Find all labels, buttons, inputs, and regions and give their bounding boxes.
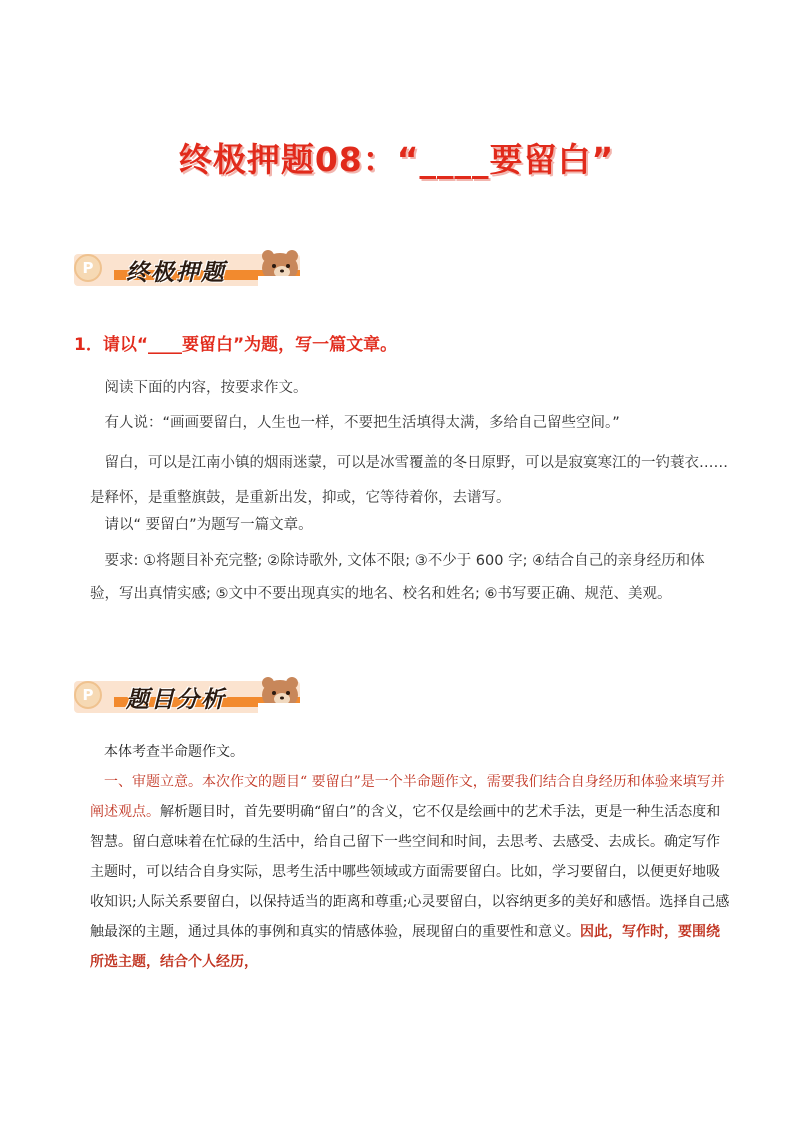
coin-p-icon: P <box>74 254 102 282</box>
prompt-task: 请以“ 要留白”为题写一篇文章。 <box>104 517 313 533</box>
bear-mascot-icon <box>258 673 304 713</box>
analysis-red-tail: 因此，写作时，要围绕所选主题，结合个人经历， <box>90 924 720 970</box>
prompt-passage: 留白，可以是江南小镇的烟雨迷蒙，可以是冰雪覆盖的冬日原野，可以是寂寞寒江的一钓蓑衣……是释怀，是重整旗鼓，是重新出发，抑或，它等待着你，去谱写。 <box>90 455 728 506</box>
question-heading: 1．请以“____要留白”为题，写一篇文章。 <box>74 335 398 355</box>
prompt-intro: 阅读下面的内容，按要求作文。 <box>104 380 308 396</box>
banner-label: 终极押题 <box>126 260 226 286</box>
prompt-quote: 有人说：“画画要留白，人生也一样，不要把生活填得太满，多给自己留些空间。” <box>104 415 620 431</box>
bear-mascot-icon <box>258 246 304 286</box>
analysis-text <box>90 737 730 977</box>
analysis-body: 解析题目时，首先要明确“留白”的含义，它不仅是绘画中的艺术手法，更是一种生活态度和智慧。留白意味着在忙碌的生活中，给自己留下一些空间和时间，去思考、去感受、去成长。确定写作主题时，可以结合自身实际，思考生活中哪些领域或方面需要留白。比如，学习要留白，以便更好地吸收知识;人际关系要留白，以保持适当的距离和尊重;心灵要留白，以容纳更多的美好和感悟。选择自己感触最深的主题，通过具体的事例和真实的情感体验，展现留白的重要性和意义。 <box>90 804 730 940</box>
page-title: 终极押题08：“____要留白” <box>178 140 615 179</box>
coin-p-icon: P <box>74 681 102 709</box>
analysis-intro: 本体考查半命题作文。 <box>104 744 244 760</box>
analysis-paragraph <box>90 767 730 977</box>
banner-label: 题目分析 <box>126 687 226 713</box>
section-banner-analysis <box>74 673 330 719</box>
prompt-requirements: 要求: ①将题目补充完整; ②除诗歌外, 文体不限; ③不少于 600 字; ④结合自己的亲身经历和体验，写出真情实感; ⑤文中不要出现真实的地名、校名和姓名; ⑥书写要正确、规范、美观。 <box>90 553 705 602</box>
section-banner-prediction <box>74 246 330 292</box>
analysis-red-lead: 一、审题立意。本次作文的题目“ 要留白”是一个半命题作文，需要我们结合自身经历和体验来填写并阐述观点。 <box>90 774 725 820</box>
